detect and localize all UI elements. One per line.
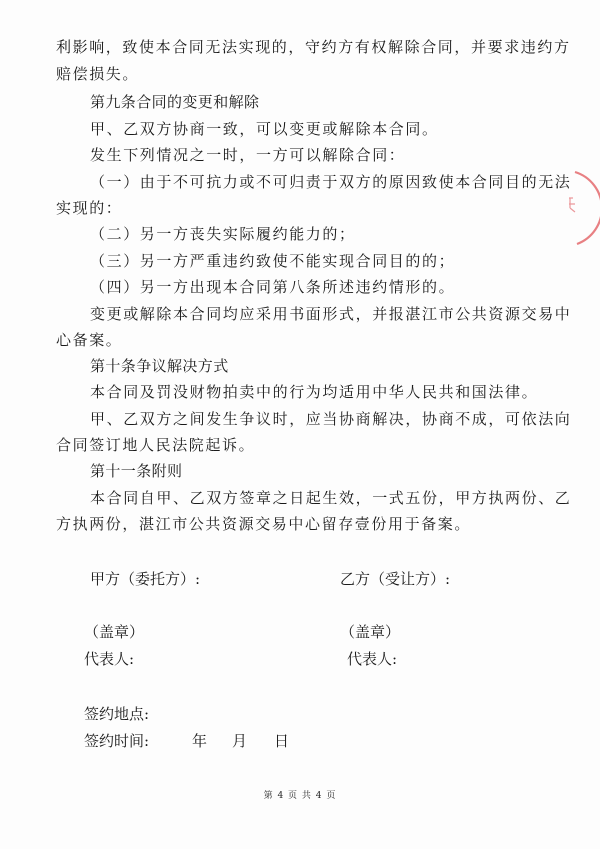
page-number-footer: 第 4 页 共 4 页 xyxy=(263,791,337,801)
body-line-11: 变更或解除本合同均应采用书面形式，并报湛江市公共资源交易中 xyxy=(90,305,572,323)
body-line-1: 利影响，致使本合同无法实现的，守约方有权解除合同，并要求违约方 xyxy=(56,38,571,56)
list-item-3: （三）另一方严重违约致使不能实现合同目的的； xyxy=(90,252,456,270)
body-line-18: 本合同自甲、乙双方签章之日起生效，一式五份，甲方执两份、乙 xyxy=(90,489,572,507)
body-line-14: 本合同及罚没财物拍卖中的行为均适用中华人民共和国法律。 xyxy=(90,383,539,401)
list-item-4: （四）另一方出现本合同第八条所述违约情形的。 xyxy=(90,278,456,296)
signing-time-label: 签约时间: xyxy=(84,732,150,750)
body-line-5: 发生下列情况之一时，一方可以解除合同： xyxy=(90,146,406,164)
party-a-seal: （盖章） xyxy=(84,623,145,641)
signing-year: 年 xyxy=(192,732,208,750)
section-heading-10: 第十条争议解决方式 xyxy=(90,357,229,375)
signing-day: 日 xyxy=(274,732,290,750)
party-a-label: 甲方（委托方）: xyxy=(90,570,201,588)
list-item-2: （二）另一方丧失实际履约能力的； xyxy=(90,225,356,243)
body-line-4: 甲、乙双方协商一致，可以变更或解除本合同。 xyxy=(90,120,439,138)
signing-place-label: 签约地点: xyxy=(84,705,150,723)
party-b-label: 乙方（受让方）: xyxy=(340,570,451,588)
body-line-15: 甲、乙双方之间发生争议时，应当协商解决，协商不成，可依法向 xyxy=(90,410,572,428)
body-line-16: 合同签订地人民法院起诉。 xyxy=(56,436,256,454)
body-line-19: 方执两份，湛江市公共资源交易中心留存壹份用于备案。 xyxy=(56,515,472,533)
party-b-seal: （盖章） xyxy=(340,623,401,641)
body-line-12: 心备案。 xyxy=(56,331,123,349)
list-item-1: （一）由于不可抗力或不可归责于双方的原因致使本合同目的无法 xyxy=(90,173,572,191)
section-heading-9: 第九条合同的变更和解除 xyxy=(90,93,260,111)
party-b-representative: 代表人: xyxy=(347,650,398,668)
party-a-representative: 代表人: xyxy=(84,650,135,668)
body-line-2: 赔偿损失。 xyxy=(56,65,140,83)
seal-stamp-icon xyxy=(555,168,600,248)
list-item-1-cont: 实现的： xyxy=(56,199,123,217)
section-heading-11: 第十一条附则 xyxy=(90,462,183,480)
signing-month: 月 xyxy=(232,732,248,750)
